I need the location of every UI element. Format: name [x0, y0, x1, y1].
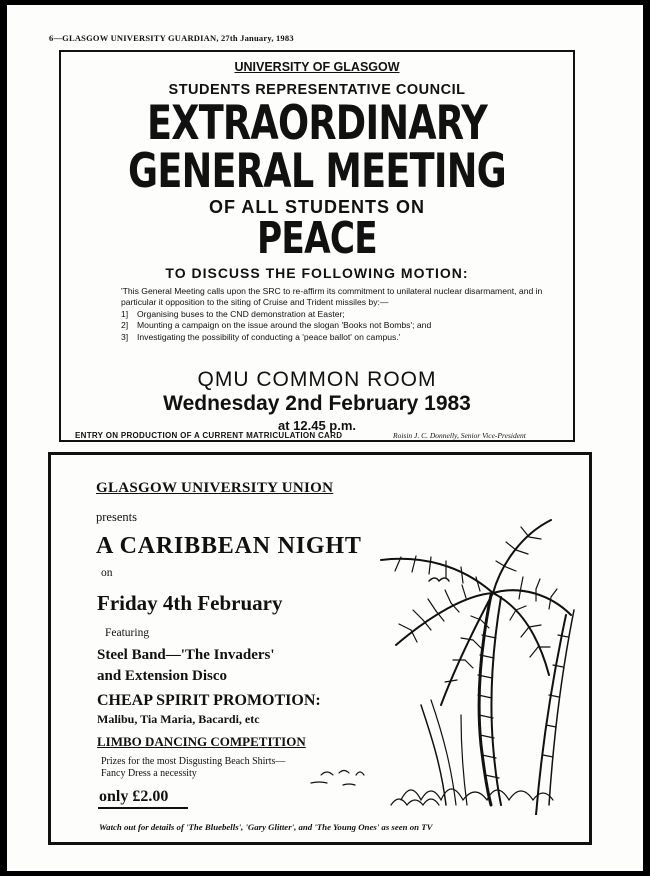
- price-underline: [98, 807, 188, 809]
- meeting-date: Wednesday 2nd February 1983: [163, 392, 471, 415]
- venue: QMU COMMON ROOM: [197, 368, 437, 391]
- council-name: STUDENTS REPRESENTATIVE COUNCIL: [168, 82, 466, 98]
- prizes-text: Prizes for the most Disgusting Beach Shirts—: [101, 756, 286, 767]
- palm-tree-illustration: [281, 505, 586, 815]
- title-extraordinary: EXTRAORDINARY: [146, 96, 488, 151]
- ticket-price: only £2.00: [99, 788, 169, 805]
- signature: Roisin J. C. Donnelly, Senior Vice-President: [393, 431, 526, 440]
- motion-item: 1] Organising buses to the CND demonstration at Easter;: [121, 308, 345, 319]
- event-date: Friday 4th February: [97, 591, 283, 615]
- caribbean-night-advert: [48, 452, 592, 845]
- discuss-heading: TO DISCUSS THE FOLLOWING MOTION:: [165, 265, 469, 281]
- featuring-text: Featuring: [105, 627, 150, 639]
- union-name: GLASGOW UNIVERSITY UNION: [96, 480, 334, 496]
- disco-name: and Extension Disco: [97, 668, 228, 684]
- motion-text: [121, 286, 561, 343]
- on-text: on: [101, 567, 113, 579]
- fancy-dress-text: Fancy Dress a necessity: [101, 768, 197, 779]
- motion-item: 3] Investigating the possibility of conducting a 'peace ballot' on campus.': [121, 331, 401, 342]
- band-name: Steel Band—'The Invaders': [97, 647, 275, 663]
- newspaper-page: [7, 5, 643, 871]
- motion-intro: 'This General Meeting calls upon the SRC to re-affirm its commitment to unilateral nuclear disarmament, and in particular it opposition to the siting of Cruise and Trident missiles by:—: [121, 286, 543, 308]
- page-header: 6—GLASGOW UNIVERSITY GUARDIAN, 27th January, 1983: [49, 33, 294, 43]
- watch-out-note: Watch out for details of 'The Bluebells', 'Gary Glitter', and 'The Young Ones' as seen on TV: [99, 822, 433, 832]
- of-all-students: OF ALL STUDENTS ON: [209, 197, 425, 217]
- presents-text: presents: [96, 510, 137, 524]
- motion-item: 2] Mounting a campaign on the issue around the slogan 'Books not Bombs'; and: [121, 320, 432, 331]
- university-name: UNIVERSITY OF GLASGOW: [234, 60, 400, 74]
- entry-note: ENTRY ON PRODUCTION OF A CURRENT MATRICULATION CARD: [75, 431, 343, 440]
- topic-peace: PEACE: [257, 213, 377, 264]
- title-general-meeting: GENERAL MEETING: [128, 144, 506, 199]
- egm-advert: [59, 50, 575, 442]
- promo-heading: CHEAP SPIRIT PROMOTION:: [97, 692, 321, 709]
- limbo-competition: LIMBO DANCING COMPETITION: [97, 734, 306, 749]
- meeting-time: at 12.45 p.m.: [277, 418, 357, 433]
- drinks-list: Malibu, Tia Maria, Bacardi, etc: [97, 712, 260, 726]
- event-title: A CARIBBEAN NIGHT: [96, 533, 362, 559]
